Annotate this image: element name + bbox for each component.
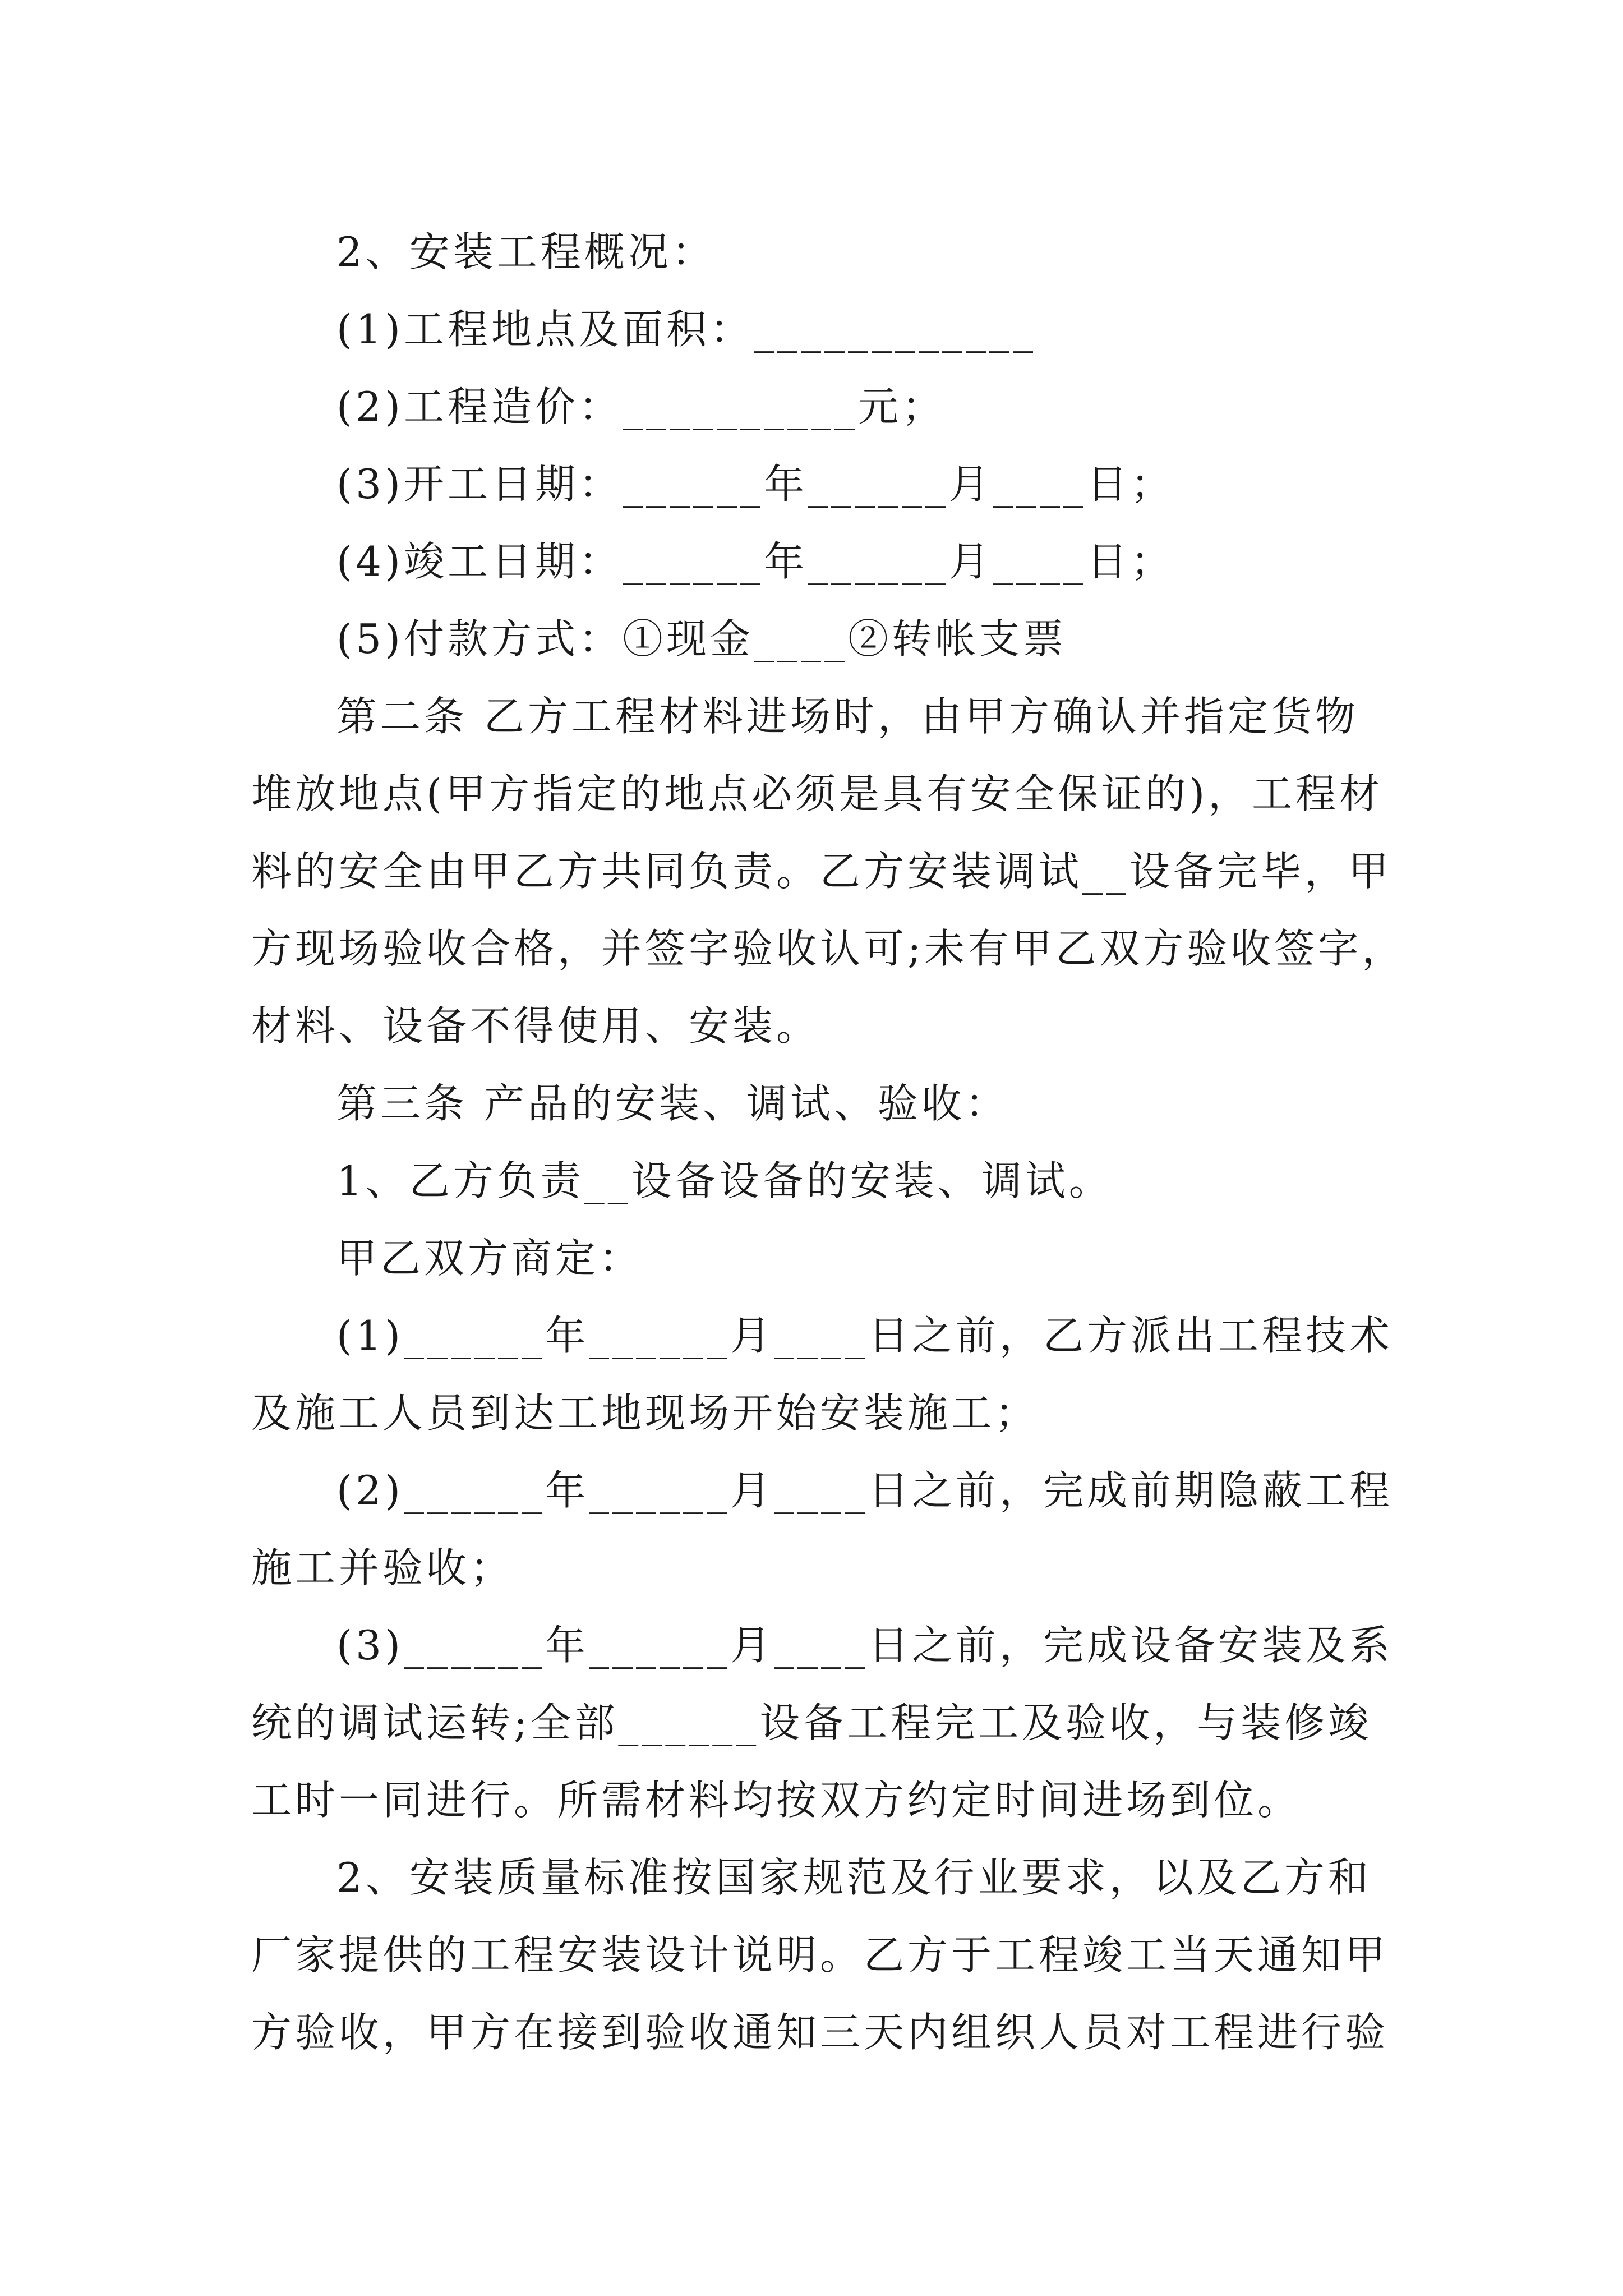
text-line: 方验收，甲方在接到验收通知三天内组织人员对工程进行验 — [251, 2009, 1389, 2056]
text-line: 工时一同进行。所需材料均按双方约定时间进场到位。 — [251, 1777, 1302, 1824]
text-line: (3)开工日期：______年______月____日； — [336, 461, 1174, 508]
text-line: 甲乙双方商定： — [336, 1235, 643, 1282]
text-line: 方现场验收合格，并签字验收认可;未有甲乙双方验收签字， — [251, 925, 1406, 972]
text-line: 2、安装工程概况： — [336, 228, 716, 275]
text-line: 统的调试运转;全部______设备工程完工及验收，与装修竣 — [251, 1699, 1372, 1746]
text-line: (2)工程造价：__________元； — [336, 383, 946, 430]
text-line: 厂家提供的工程安装设计说明。乙方于工程竣工当天通知甲 — [251, 1931, 1389, 1978]
text-line: 2、安装质量标准按国家规范及行业要求，以及乙方和 — [336, 1854, 1372, 1901]
text-line: (3)______年______月____日之前，完成设备安装及系 — [336, 1622, 1393, 1669]
text-line: (5)付款方式：①现金____②转帐支票 — [336, 615, 1067, 662]
text-line: 第三条 产品的安装、调试、验收： — [336, 1080, 1009, 1127]
document-body — [251, 213, 1406, 2071]
text-line: 堆放地点(甲方指定的地点必须是具有安全保证的)，工程材 — [251, 770, 1384, 817]
text-line: (2)______年______月____日之前，完成前期隐蔽工程 — [336, 1467, 1393, 1514]
text-line: (1)工程地点及面积：____________ — [336, 306, 1036, 353]
text-line: 第二条 乙方工程材料进场时，由甲方确认并指定货物 — [336, 693, 1359, 740]
text-line: 料的安全由甲乙方共同负责。乙方安装调试__设备完毕，甲 — [251, 848, 1393, 895]
text-line: (1)______年______月____日之前，乙方派出工程技术 — [336, 1312, 1393, 1359]
text-line: 1、乙方负责__设备设备的安装、调试。 — [336, 1157, 1113, 1204]
text-line: 材料、设备不得使用、安装。 — [251, 1002, 820, 1050]
text-line: (4)竣工日期：______年______月____日； — [336, 538, 1174, 585]
text-line: 施工并验收； — [251, 1544, 514, 1591]
text-line: 及施工人员到达工地现场开始安装施工； — [251, 1389, 1039, 1437]
